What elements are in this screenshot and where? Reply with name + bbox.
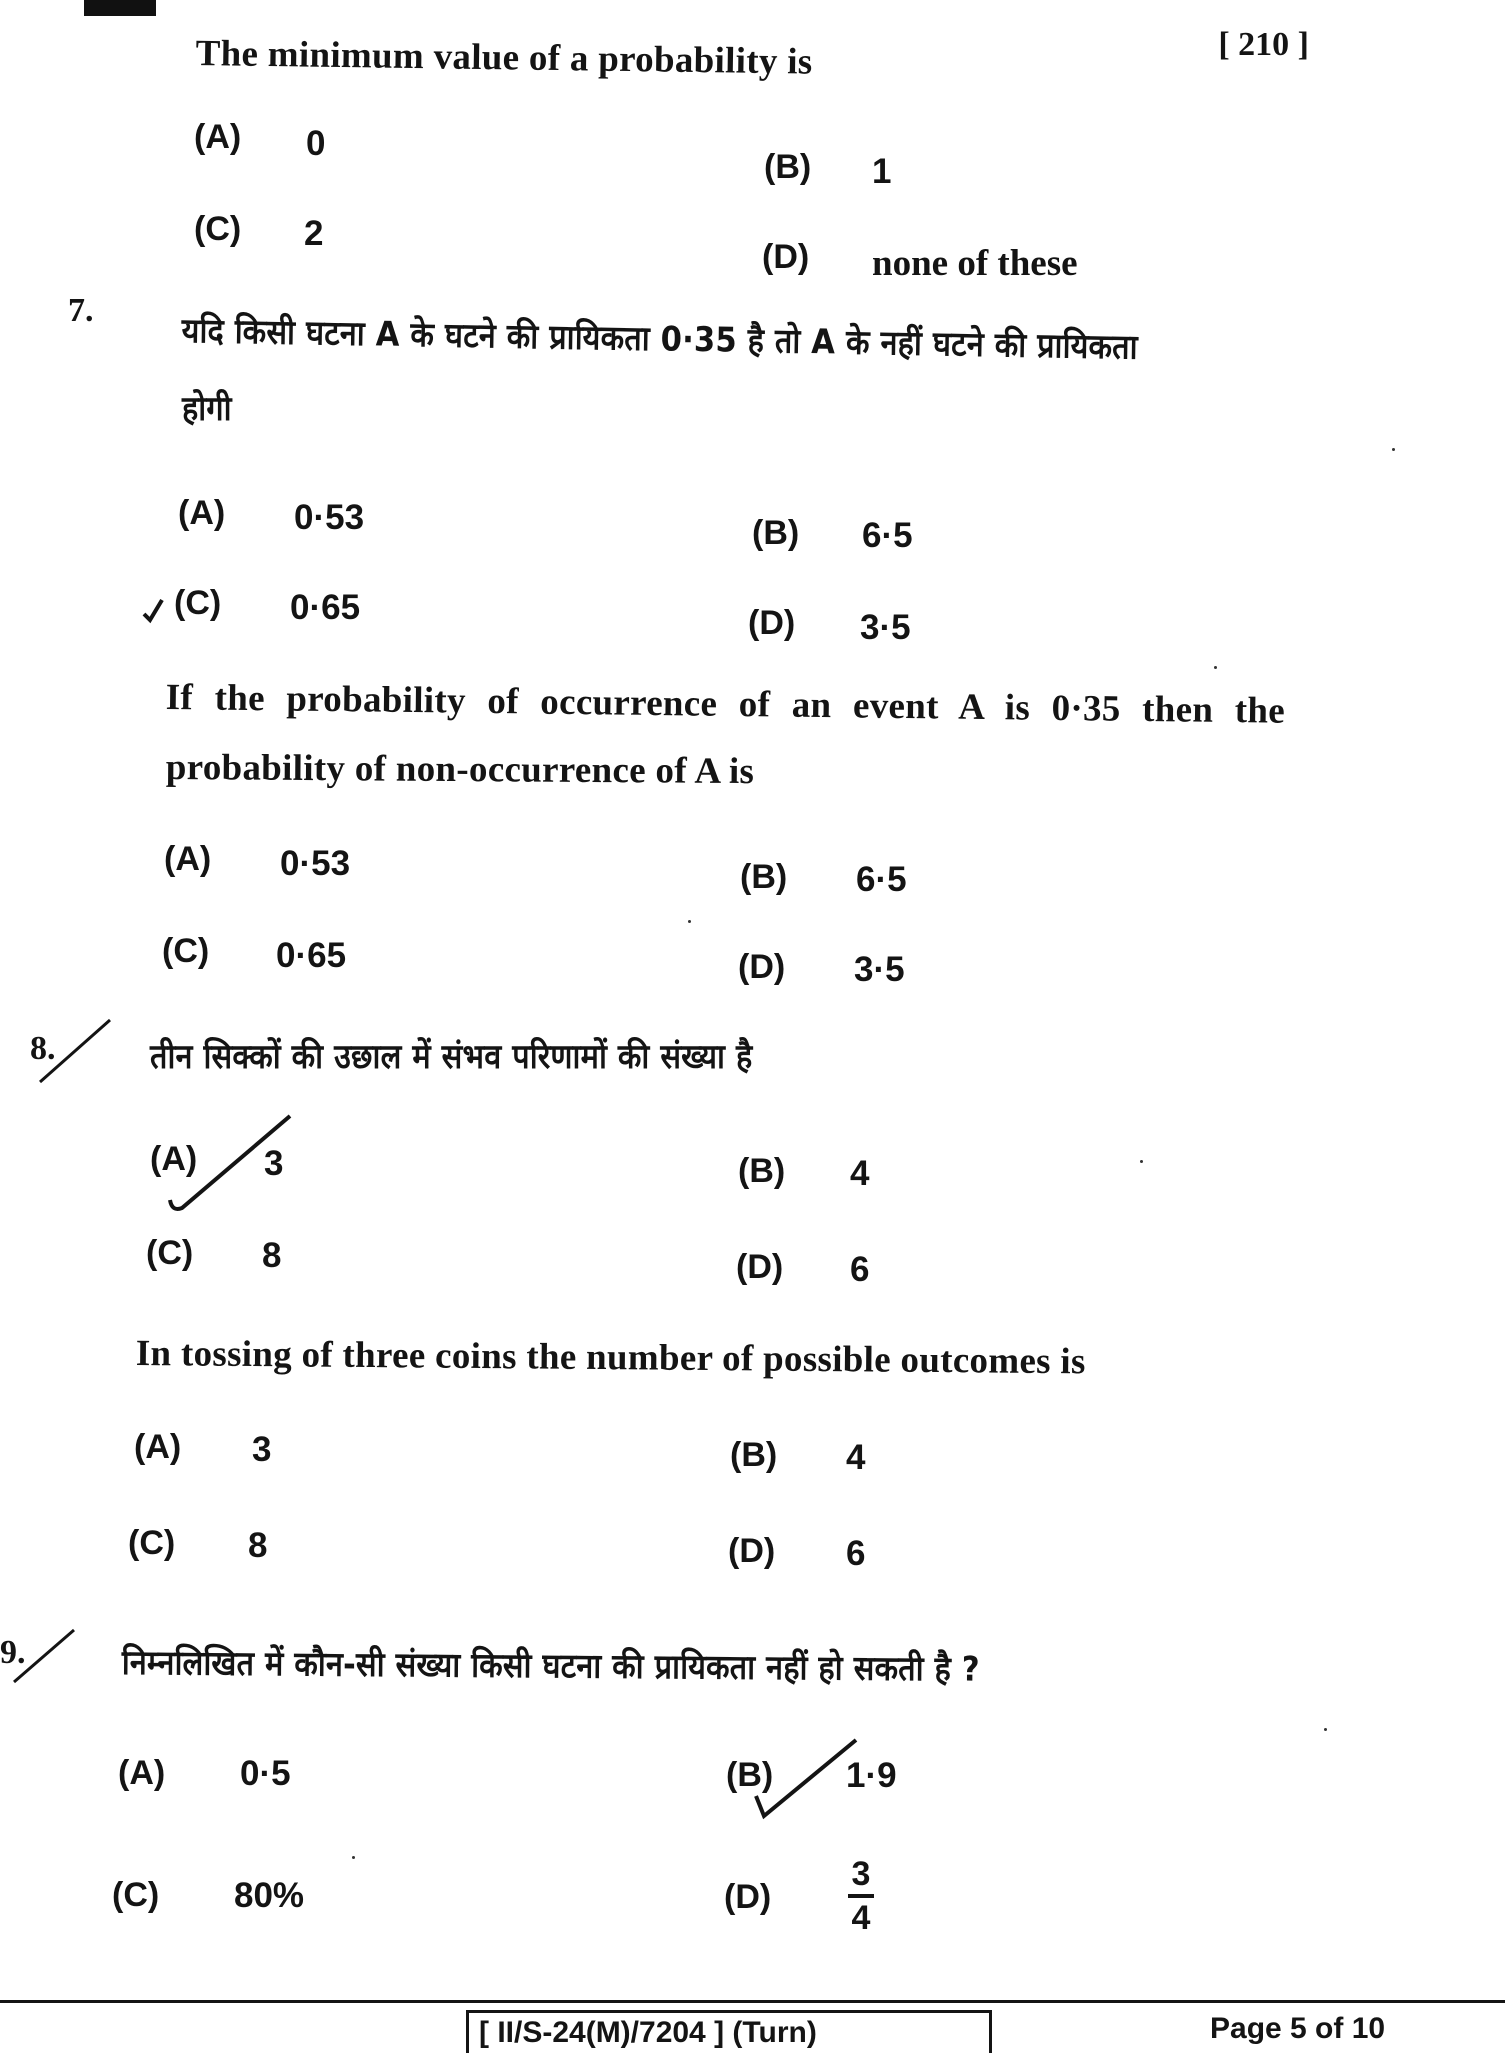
option-label-d: (D) [762, 238, 810, 276]
option-label-c: (C) [162, 932, 210, 970]
option-label-d: (D) [736, 1248, 784, 1286]
option-label-d: (D) [738, 948, 786, 986]
option-value-b: 4 [846, 1438, 866, 1477]
question-number: 8. [30, 1030, 56, 1067]
fraction-numerator: 3 [851, 1855, 871, 1893]
option-label-a: (A) [150, 1140, 198, 1178]
slash-mark-icon [18, 1016, 118, 1086]
question-text-hindi: निम्नलिखित में कौन-सी संख्या किसी घटना की प्रायिकता नहीं हो सकती है ? [121, 1642, 980, 1690]
option-value-d: 3·5 [860, 608, 911, 647]
question-text-english-line2: probability of non-occurrence of A is [165, 747, 755, 793]
option-value-d-fraction [848, 1856, 874, 1936]
option-value-a: 3 [252, 1430, 272, 1469]
option-value-a: 0·53 [280, 844, 351, 883]
option-label-a: (A) [194, 118, 242, 156]
option-label-a: (A) [118, 1754, 166, 1792]
option-value-b: 6·5 [862, 516, 913, 555]
option-value-b: 4 [850, 1154, 870, 1193]
option-label-c: (C) [174, 584, 222, 622]
option-label-b: (B) [740, 858, 788, 896]
option-value-d: none of these [872, 243, 1078, 284]
option-value-a: 0·5 [240, 1754, 291, 1793]
option-value-c: 80% [234, 1876, 305, 1915]
option-label-c: (C) [194, 210, 242, 248]
option-label-c: (C) [146, 1234, 194, 1272]
footer-page-number: Page 5 of 10 [1210, 2012, 1386, 2045]
option-label-b: (B) [738, 1152, 786, 1190]
option-value-c: 0·65 [276, 936, 347, 975]
page-number: [ 210 ] [1218, 26, 1309, 63]
option-value-a: 0·53 [294, 498, 365, 537]
option-value-b: 6·5 [856, 860, 907, 899]
scan-speck [688, 920, 691, 923]
slash-mark-icon [0, 1626, 80, 1686]
question-text-hindi-line1: यदि किसी घटना A के घटने की प्रायिकता 0·35 है तो A के नहीं घटने की प्रायिकता [181, 310, 1139, 368]
question-text: The minimum value of a probability is [195, 32, 813, 83]
question-text-english: In tossing of three coins the number of possible outcomes is [135, 1333, 1086, 1383]
option-label-a: (A) [134, 1428, 182, 1466]
scan-speck [1140, 1160, 1143, 1163]
option-label-b: (B) [730, 1436, 778, 1474]
option-label-b: (B) [764, 148, 812, 186]
option-label-b: (B) [726, 1756, 774, 1794]
option-label-d: (D) [748, 604, 796, 642]
option-label-d: (D) [724, 1878, 772, 1916]
option-label-c: (C) [128, 1524, 176, 1562]
option-value-a: 0 [306, 124, 326, 163]
question-number: 7. [68, 292, 94, 329]
option-value-b: 1·9 [846, 1756, 897, 1795]
scan-speck [1324, 1728, 1327, 1731]
corner-marker [84, 0, 156, 16]
fraction-bar [848, 1894, 874, 1898]
footer-rule [0, 2000, 1505, 2003]
checkmark-icon [140, 594, 170, 624]
scan-speck [1214, 666, 1217, 669]
question-number: 9. [0, 1634, 26, 1671]
option-value-c: 8 [248, 1526, 268, 1565]
option-value-b: 1 [872, 152, 892, 191]
question-text-english-line1: If the probability of occurrence of an event A is 0·35 then the [165, 676, 1286, 732]
footer-code: [ II/S-24(M)/7204 ] (Turn) [466, 2010, 992, 2053]
option-value-c: 2 [304, 214, 324, 253]
question-text-hindi-line2: होगी [182, 389, 232, 429]
fraction-denominator: 4 [851, 1899, 871, 1937]
option-value-c: 8 [262, 1236, 282, 1275]
question-text-hindi: तीन सिक्कों की उछाल में संभव परिणामों की संख्या है [150, 1037, 753, 1077]
option-label-a: (A) [178, 494, 226, 532]
option-value-c: 0·65 [290, 588, 361, 627]
option-label-c: (C) [112, 1876, 160, 1914]
option-label-a: (A) [164, 840, 212, 878]
scan-speck [352, 1856, 355, 1859]
option-value-d: 6 [850, 1250, 870, 1289]
option-label-b: (B) [752, 514, 800, 552]
option-label-d: (D) [728, 1532, 776, 1570]
scan-speck [1392, 448, 1395, 451]
option-value-d: 3·5 [854, 950, 905, 989]
option-value-d: 6 [846, 1534, 866, 1573]
option-value-a: 3 [264, 1144, 284, 1183]
